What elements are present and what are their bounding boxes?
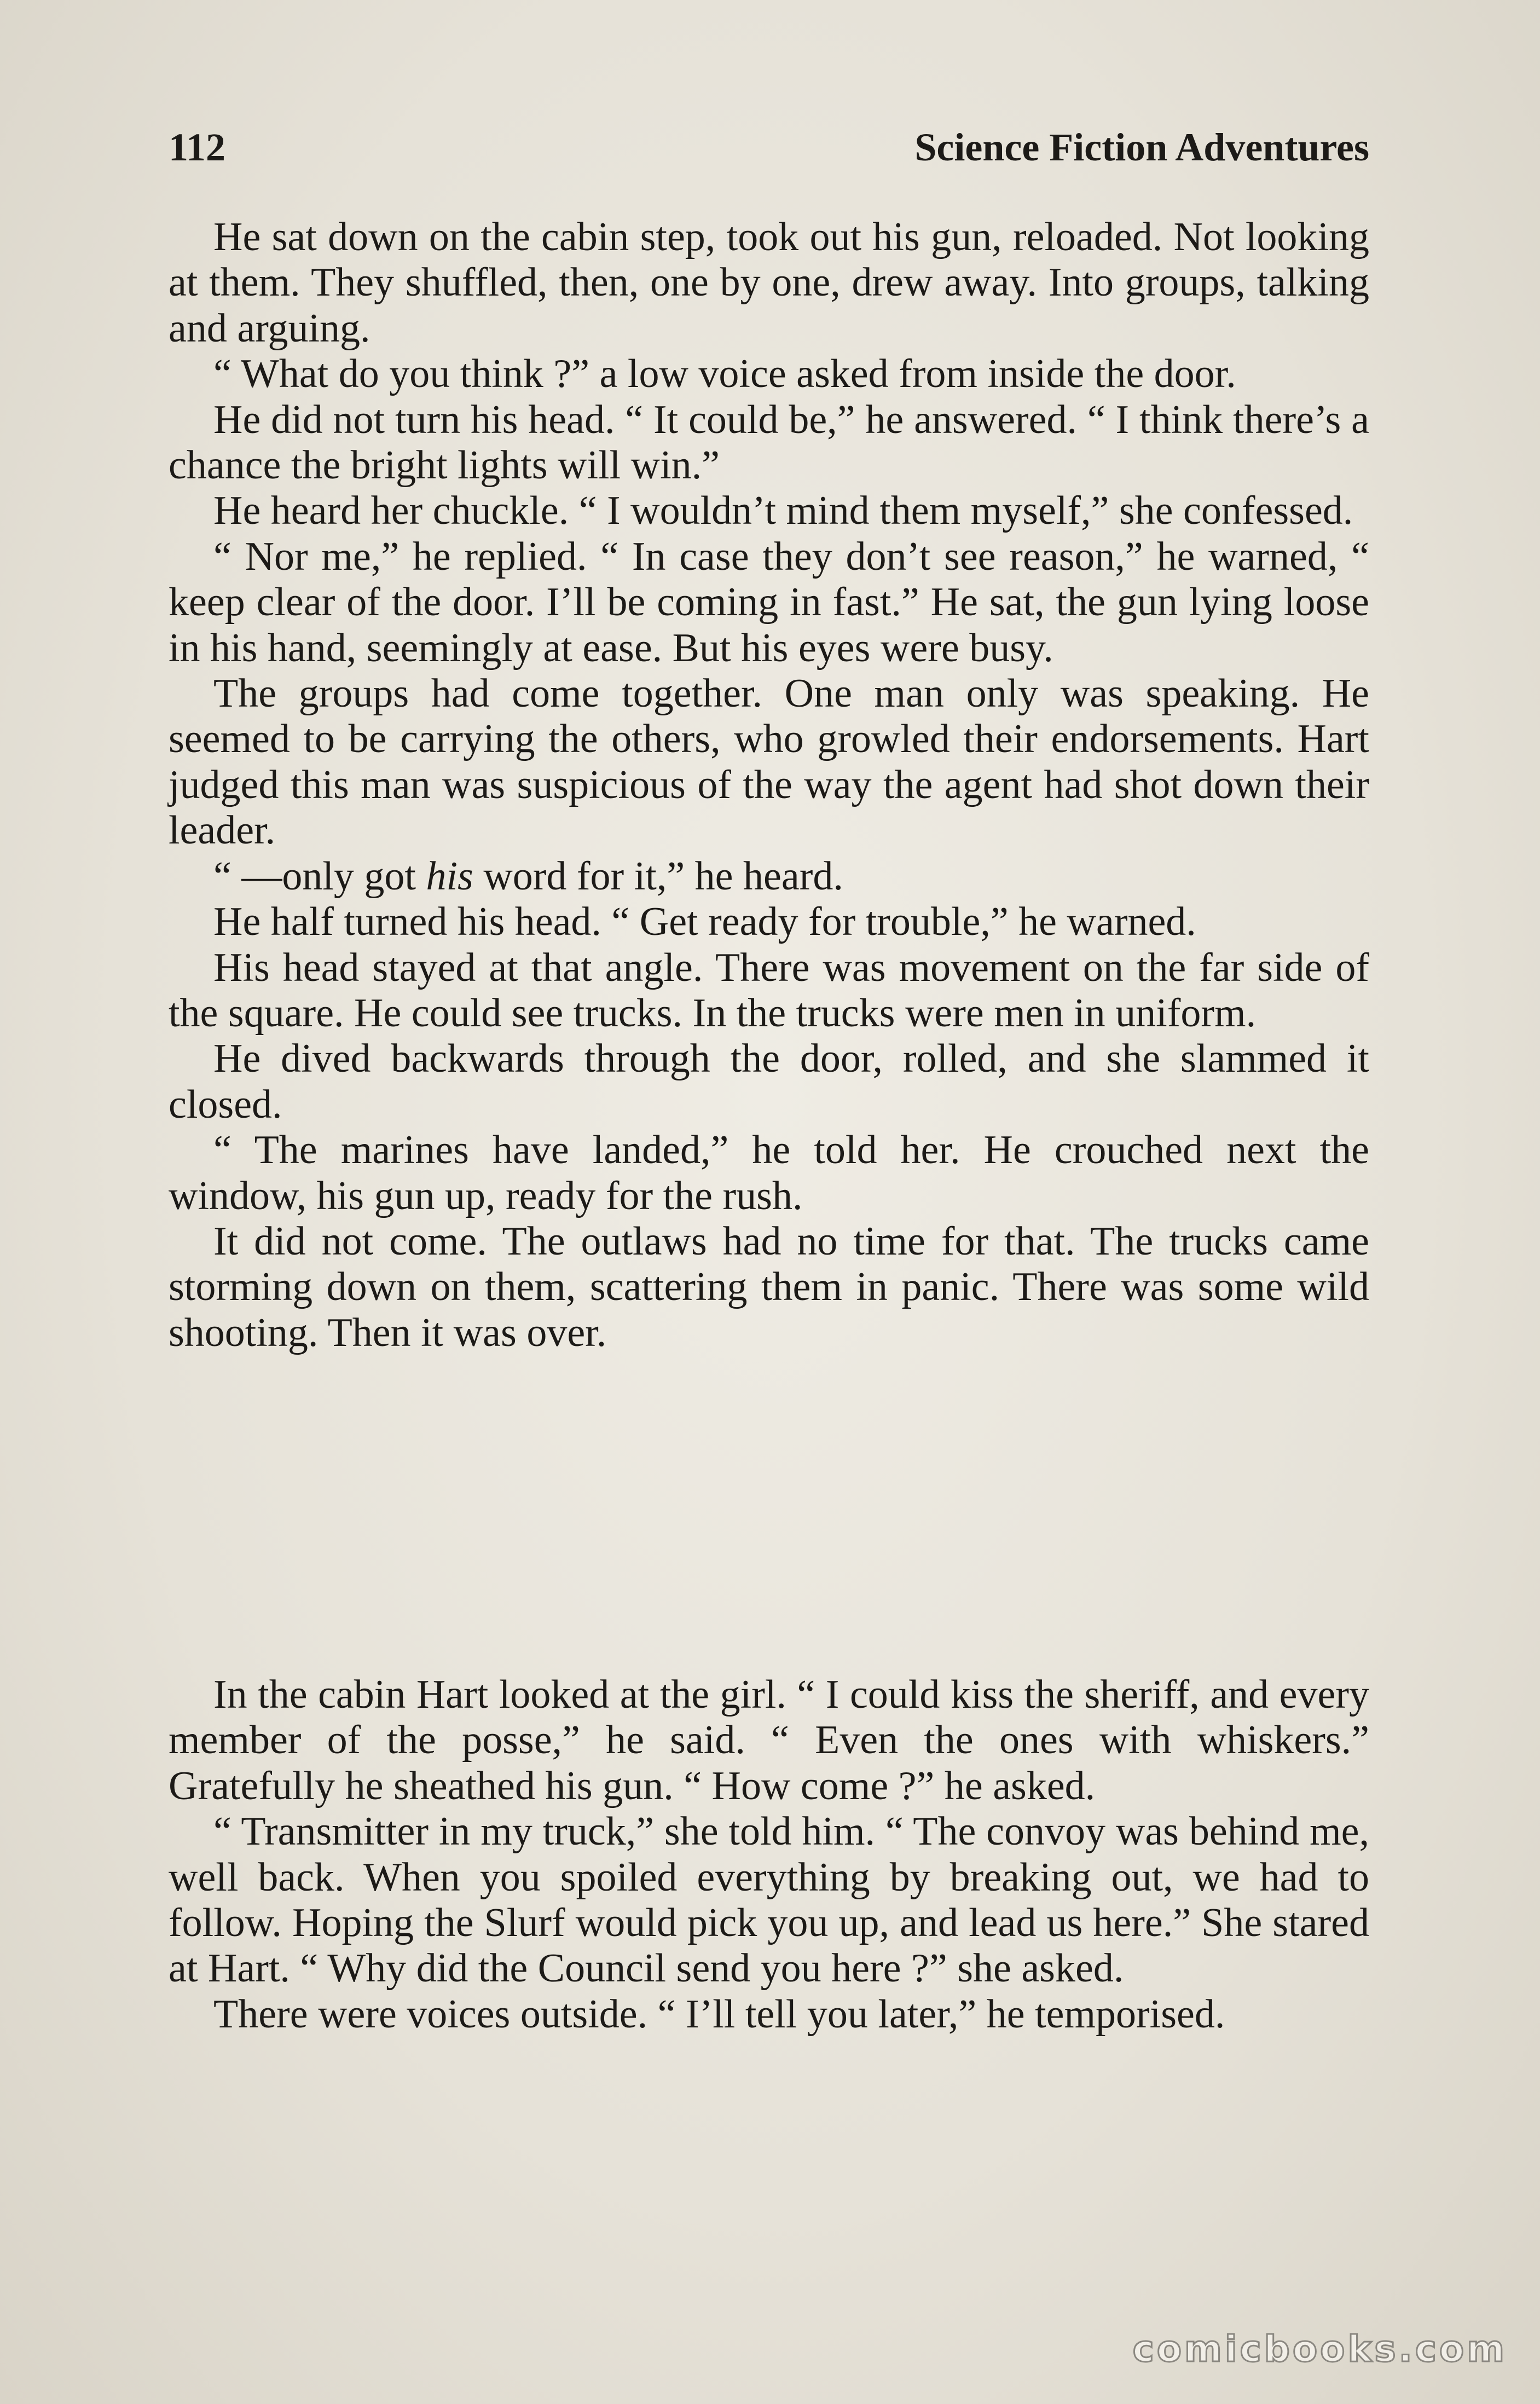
quote-after: word for it,” he heard. <box>473 853 843 899</box>
paragraph: The groups had come together. One man only was speaking. He seemed to be carrying the others, who growled their endorsements. Hart judged this man was suspicious of the way the agent had shot down their leader. <box>169 671 1369 853</box>
paragraph: In the cabin Hart looked at the girl. “ I could kiss the sheriff, and every member of the posse,” he said. “ Even the ones with whiskers.” Gratefully he sheathed his gun. “ How come ?” he asked. <box>169 1672 1369 1808</box>
quote-before: “ —only got <box>213 853 426 899</box>
watermark: comicbooks.com <box>1132 2328 1507 2370</box>
paragraph: He dived backwards through the door, rolled, and she slammed it closed. <box>169 1036 1369 1127</box>
paragraph: He sat down on the cabin step, took out his gun, reloaded. Not looking at them. They shuffled, then, one by one, drew away. Into groups, talking and arguing. <box>169 215 1369 351</box>
paragraph-quote <box>169 854 1369 899</box>
paragraph: “ What do you think ?” a low voice asked from inside the door. <box>213 351 1236 397</box>
paragraph: “ Nor me,” he replied. “ In case they don’t see reason,” he warned, “ keep clear of the door. I’ll be coming in fast.” He sat, the gun lying loose in his hand, seemingly at ease. But his eyes were busy. <box>169 534 1369 671</box>
paragraph: “ The marines have landed,” he told her. He crouched next the window, his gun up, ready for the rush. <box>169 1128 1369 1218</box>
quote-emphasis: his <box>426 853 473 899</box>
paragraph: There were voices outside. “ I’ll tell you later,” he temporised. <box>213 1991 1225 2037</box>
running-header <box>169 125 1369 180</box>
paragraph: It did not come. The outlaws had no time for that. The trucks came storming down on them, scattering them in panic. There was some wild shooting. Then it was over. <box>169 1218 1369 1355</box>
page-number: 112 <box>169 125 226 169</box>
paragraph: He did not turn his head. “ It could be,” he answered. “ I think there’s a chance the bright lights will win.” <box>169 397 1369 488</box>
paragraph: He half turned his head. “ Get ready for trouble,” he warned. <box>213 899 1196 945</box>
paragraph: His head stayed at that angle. There was movement on the far side of the square. He could see trucks. In the trucks were men in uniform. <box>169 945 1369 1036</box>
text-block-1 <box>169 215 1369 1356</box>
text-block-2 <box>169 1672 1369 2037</box>
running-title: Science Fiction Adventures <box>914 125 1369 169</box>
paragraph: He heard her chuckle. “ I wouldn’t mind them myself,” she confessed. <box>213 488 1353 534</box>
paragraph: “ Transmitter in my truck,” she told him. “ The convoy was behind me, well back. When you spoiled everything by breaking out, we had to follow. Hoping the Slurf would pick you up, and lead us here.” She stared at Hart. “ Why did the Council send you here ?” she asked. <box>169 1809 1369 1991</box>
